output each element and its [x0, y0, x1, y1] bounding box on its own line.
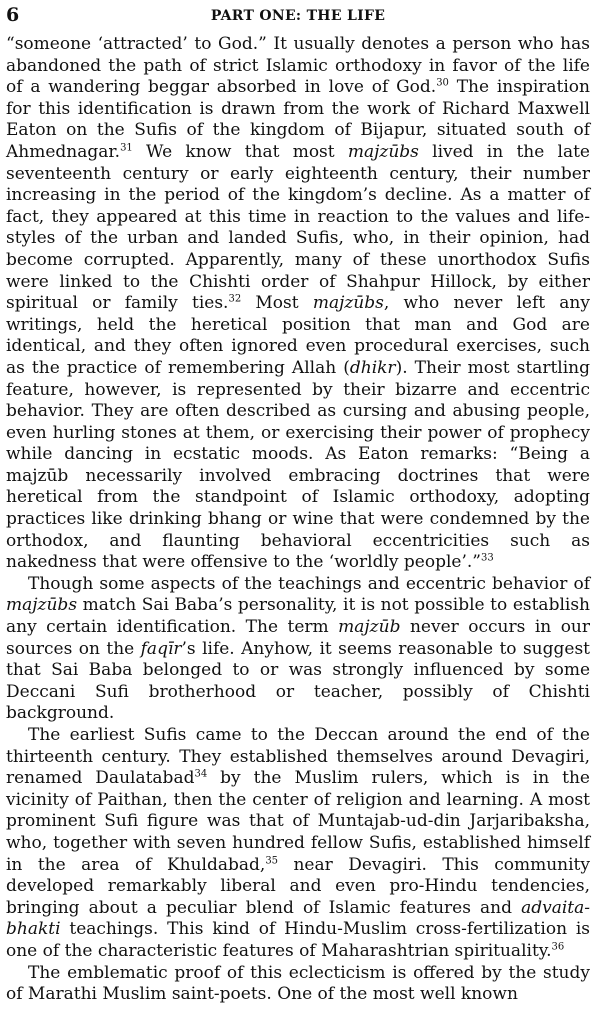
text-run: near Devagiri. This community developed remarkably liberal and even pro-Hindu tendencies, bringing about a peculiar blend of Islamic features and	[6, 854, 590, 918]
footnote-ref: 32	[228, 293, 242, 305]
italic-term: majzūbs	[6, 595, 78, 616]
italic-term: majzūbs	[347, 141, 419, 162]
text-run: lived in the late seventeenth century or early eighteenth century, their number increasing in the period of the kingdom’s decline. As a matter of fact, they appeared at this time in reaction to the values and life-styles of the urban and landed Sufis, who, in their opinion, had become corrupted. Apparently, many of these unorthodox Sufis were linked to the Chishti order of Shahpur Hillock, by either spiritual or family ties.	[6, 141, 590, 314]
text-run: Most	[241, 293, 313, 314]
paragraph	[6, 963, 590, 1006]
text-run: The earliest Sufis came to the Deccan around the end of the thirteenth century. They established themselves around Devagiri, renamed Daulatabad	[6, 725, 590, 789]
paragraph	[6, 725, 590, 963]
body-text	[6, 34, 590, 1006]
text-run: , who never left any writings, held the heretical position that man and God are identical, and they often ignored even procedural exercises, such as the practice of remembering Allah (	[6, 293, 590, 378]
page-header	[6, 4, 590, 34]
page-number: 6	[6, 4, 20, 26]
text-run: The emblematic proof of this eclecticism is offered by the study of Marathi Muslim saint-poets. One of the most well known	[6, 962, 590, 1005]
footnote-ref: 35	[265, 854, 279, 866]
footnote-ref: 33	[480, 552, 494, 564]
italic-term: advaita-bhakti	[6, 897, 590, 940]
footnote-ref: 30	[436, 77, 449, 89]
italic-term: majzūb	[338, 617, 401, 638]
footnote-ref: 34	[194, 768, 208, 780]
italic-term: dhikr	[349, 357, 396, 378]
text-run: by the Muslim rulers, which is in the vicinity of Paithan, then the center of religion and learning. A most prominent Sufi figure was that of Muntajab-ud-din Jarjaribaksha, who, together with seven hundred fellow Sufis, established himself in the area of Khuldabad,	[6, 768, 590, 875]
text-run: match Sai Baba’s personality, it is not possible to establish any certain identification. The term	[6, 595, 590, 638]
footnote-ref: 31	[120, 142, 133, 154]
footnote-ref: 36	[551, 941, 565, 953]
text-run: The inspiration for this identification is drawn from the work of Richard Maxwell Eaton on the Sufis of the kingdom of Bijapur, situated south of Ahmednagar.	[6, 77, 590, 162]
text-run: We know that most	[132, 141, 348, 162]
text-run: ). Their most startling feature, however, is represented by their bizarre and eccentric behavior. They are often described as cursing and abusing people, even hurling stones at them, or exercising their power of prophecy while dancing in ecstatic moods. As Eaton remarks: “Being a majzūb necessarily involved embracing doctrines that were heretical from the standpoint of Islamic orthodoxy, adopting practices like drinking bhang or wine that were condemned by the orthodox, and flaunting behavioral eccentricities such as nakedness that were offensive to the ‘worldly people’.”	[6, 357, 590, 573]
italic-term: majzūbs	[312, 293, 384, 314]
running-head: PART ONE: THE LIFE	[210, 8, 386, 24]
text-run: ’s life. Anyhow, it seems reasonable to suggest that Sai Baba belonged to or was strongly influenced by some Deccani Sufi brotherhood or teacher, possibly of Chishti background.	[6, 638, 591, 724]
text-run: “someone ‘attracted’ to God.” It usually denotes a person who has abandoned the path of strict Islamic orthodoxy in favor of the life of a wandering beggar absorbed in love of God.	[6, 34, 590, 98]
text-run: never occurs in our sources on the	[6, 617, 591, 659]
paragraph	[6, 574, 590, 725]
text-run: Though some aspects of the teachings and eccentric behavior of	[28, 573, 590, 594]
text-run: teachings. This kind of Hindu-Muslim cross-fertilization is one of the characteristic features of Maharashtrian spirituality.	[6, 919, 590, 961]
italic-term: faqīr	[140, 638, 182, 659]
paragraph	[6, 34, 590, 574]
